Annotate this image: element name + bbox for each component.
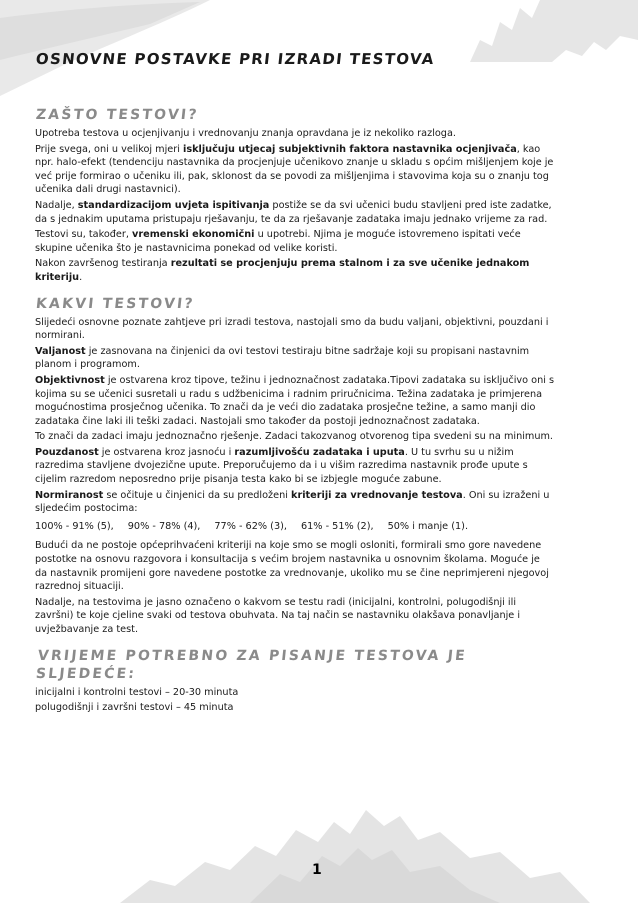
- paragraph: [35, 686, 555, 700]
- section: [35, 106, 555, 285]
- bold-text: standardizacijom uvjeta ispitivanja: [77, 199, 270, 211]
- text-run: inicijalni i kontrolni testovi – 20-30 minuta: [35, 686, 239, 698]
- text-run: postiže se da svi učenici budu stavljeni pred iste zadatke, da s jednakim uputama pristupaju rješavanju, te da za rješavanje zadataka imaju jednako vrijeme za rad.: [35, 199, 552, 225]
- document-content: [35, 50, 555, 725]
- text-run: se očituje u činjenici da su predloženi: [103, 489, 292, 501]
- paragraph: [35, 596, 555, 637]
- bold-text: razumljivošću zadataka i uputa: [234, 446, 405, 458]
- paragraph: [35, 143, 555, 197]
- text-run: Nadalje,: [35, 199, 78, 211]
- page-title: OSNOVNE POSTAVKE PRI IZRADI TESTOVA: [35, 50, 436, 68]
- section-heading: KAKVI TESTOVI?: [35, 295, 196, 312]
- bold-text: Valjanost: [35, 345, 86, 357]
- paragraph: [35, 701, 555, 715]
- bold-text: isključuju utjecaj subjektivnih faktora nastavnika ocjenjivača: [183, 143, 517, 155]
- text-run: je ostvarena kroz jasnoću i: [98, 446, 235, 458]
- section-heading: ZAŠTO TESTOVI?: [35, 107, 200, 123]
- text-run: je zasnovana na činjenici da ovi testovi testiraju bitne sadržaje koji su propisani nastavnim planom i programom.: [35, 345, 530, 371]
- paragraph: [35, 257, 555, 284]
- paragraph: [35, 374, 555, 428]
- grade-range: 77% - 62% (3),: [214, 520, 287, 532]
- section-heading: VRIJEME POTREBNO ZA PISANJE TESTOVA JE SLJEDEĆE:: [35, 647, 468, 682]
- paragraph: [35, 446, 555, 487]
- paragraph: [35, 345, 555, 372]
- paragraph: [35, 127, 555, 141]
- text-run: To znači da zadaci imaju jednoznačno rješenje. Zadaci takozvanog otvorenog tipa svedeni su na minimum.: [35, 431, 554, 443]
- text-run: Slijedeći osnovne poznate zahtjeve pri izradi testova, nastojali smo da budu valjani, objektivni, pouzdani i normirani.: [35, 316, 549, 342]
- paragraph: [35, 430, 555, 444]
- grade-range: 100% - 91% (5),: [35, 520, 114, 532]
- text-run: je ostvarena kroz tipove, težinu i jednoznačnost zadataka.Tipovi zadataka su isključivo oni s kojima su se učenici susretali u radu s udžbenicima i radnim priručnicima. Težina zadataka je primjerena mogućnostima prosječnog učenika. To znači da je veći dio zadataka prosječne težine, a samo manji dio zadataka čine laki ili teški zadaci. Nastojali smo također da postoji jednoznačnost zadataka.: [35, 374, 555, 427]
- paragraph: [35, 316, 555, 343]
- section: [35, 295, 555, 637]
- sections-container: [35, 106, 555, 715]
- text-run: u upotrebi. Njima je moguće istovremeno ispitati veće skupine učenika što je nastavnicima ponekad od velike koristi.: [35, 229, 521, 254]
- paragraph: [35, 228, 555, 255]
- paragraph: [35, 199, 555, 226]
- text-run: . Oni su izraženi u sljedećim postocima:: [35, 489, 550, 515]
- bold-text: Pouzdanost: [35, 446, 99, 458]
- text-run: polugodišnji i završni testovi – 45 minuta: [35, 702, 234, 714]
- text-run: .: [79, 271, 83, 283]
- text-run: , kao npr. halo-efekt (tendenciju nastavnika da procjenjuje učenikovo znanje u skladu s općim mišljenjem koje je već prije formirao o učeniku ili, pak, sklonost da se povodi za mišljenjima i stavovima koja su o znanju tog učenika dali drugi nastavnici).: [35, 143, 554, 196]
- bold-text: kriteriji za vrednovanje testova: [291, 489, 463, 501]
- grading-percentages: [35, 520, 555, 534]
- bold-text: Objektivnost: [35, 374, 105, 386]
- bold-text: rezultati se procjenjuju prema stalnom i za sve učenike jednakom kriteriju: [35, 258, 530, 283]
- section: [35, 647, 555, 715]
- text-run: Budući da ne postoje općeprihvaćeni kriteriji na koje smo se mogli osloniti, formirali smo gore navedene postotke na osnovu razgovora i konsultacija s većim brojem nastavnika u osnovnim školama. Moguće je da nastavnik promijeni gore navedene postotke za vrednovanje, ukoliko mu se čine neprimjereni njegovoj razrednoj situaciji.: [35, 540, 549, 593]
- text-run: . U tu svrhu su u nižim razredima stavljene dvojezične upute. Preporučujemo da i u višim razredima nastavnik prođe upute s cijelim razredom neposredno prije pisanja testa kako bi se izbjegle moguće zabune.: [35, 446, 528, 486]
- grade-range: 90% - 78% (4),: [127, 520, 201, 532]
- text-run: Nadalje, na testovima je jasno označeno o kakvom se testu radi (inicijalni, kontrolni, polugodišnji ili završni) te koje cjeline svaki od testova obuhvata. Na taj način se nastavniku olakšava ponavljanje i uvježbavanje za test.: [35, 596, 521, 635]
- page-number: 1: [312, 862, 322, 878]
- paragraph: [35, 539, 555, 593]
- text-run: Testovi su, također,: [35, 229, 133, 241]
- bold-text: Normiranost: [35, 489, 104, 501]
- bold-text: vremenski ekonomični: [132, 229, 255, 241]
- text-run: Nakon završenog testiranja: [35, 258, 171, 270]
- grade-range: 50% i manje (1).: [387, 520, 469, 532]
- text-run: Upotreba testova u ocjenjivanju i vrednovanju znanja opravdana je iz nekoliko razloga.: [35, 128, 456, 139]
- text-run: Prije svega, oni u velikoj mjeri: [35, 143, 183, 155]
- grade-range: 61% - 51% (2),: [300, 520, 374, 532]
- paragraph: [35, 489, 555, 516]
